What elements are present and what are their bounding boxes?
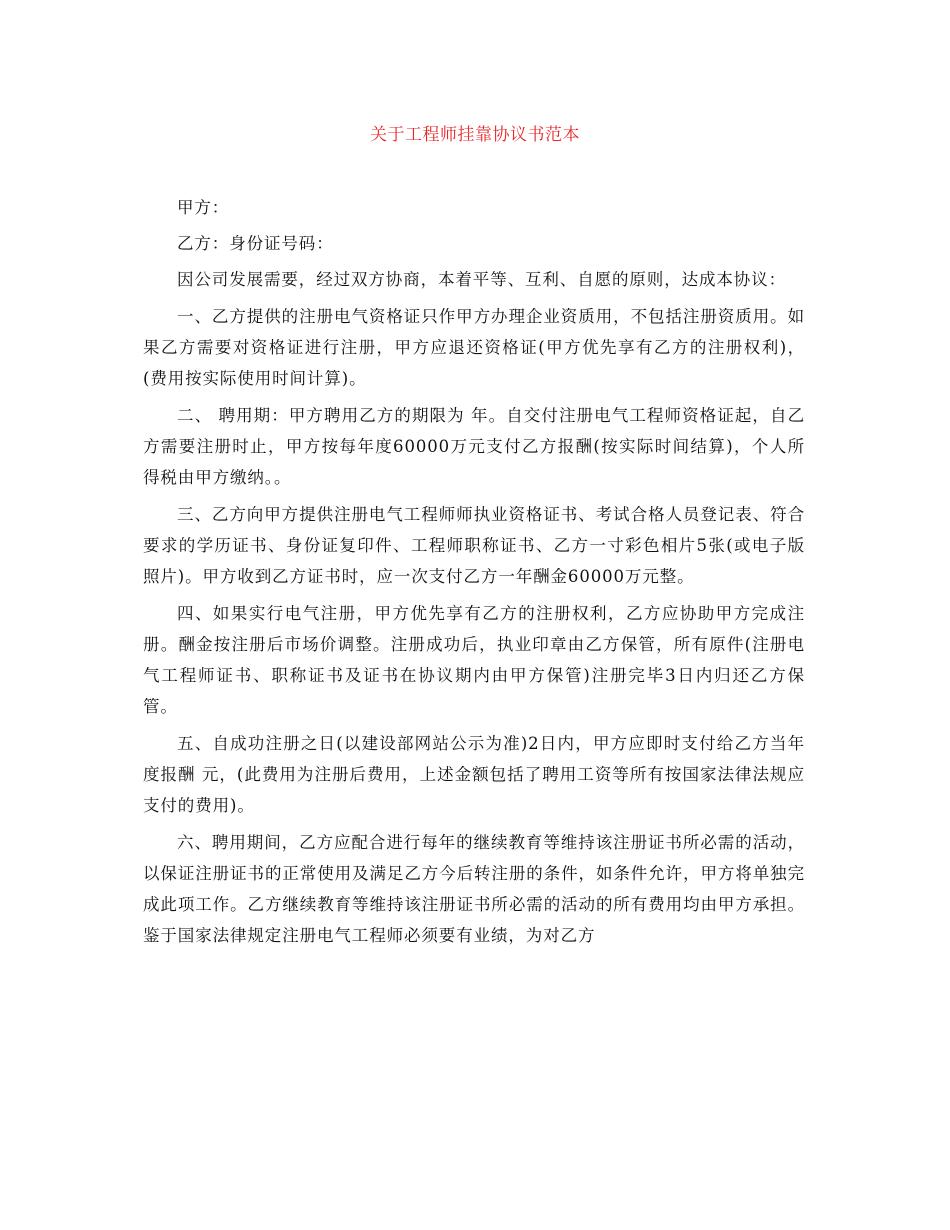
document-body xyxy=(143,192,805,957)
document-title: 关于工程师挂靠协议书范本 xyxy=(370,125,580,145)
party-a-line: 甲方： xyxy=(177,198,230,217)
clause-3: 三、乙方向甲方提供注册电气工程师师执业资格证书、考试合格人员登记表、符合要求的学历证书、身份证复印件、工程师职称证书、乙方一寸彩色相片5张(或电子版照片)。甲方收到乙方证书时，应一次支付乙方一年酬金60000万元整。 xyxy=(143,505,805,586)
clause-1: 一、乙方提供的注册电气资格证只作甲方办理企业资质用，不包括注册资质用。如果乙方需要对资格证进行注册，甲方应退还资格证(甲方优先享有乙方的注册权利)，(费用按实际使用时间计算)。 xyxy=(143,307,805,388)
clause-4: 四、如果实行电气注册，甲方优先享有乙方的注册权利，乙方应协助甲方完成注册。酬金按注册后市场价调整。注册成功后，执业印章由乙方保管，所有原件(注册电气工程师证书、职称证书及证书在协议期内由甲方保管)注册完毕3日内归还乙方保管。 xyxy=(143,604,805,716)
clause-2: 二、 聘用期：甲方聘用乙方的期限为 年。自交付注册电气工程师资格证起，自乙方需要注册时止，甲方按每年度60000万元支付乙方报酬(按实际时间结算)，个人所得税由甲方缴纳。。 xyxy=(143,406,805,487)
party-b-line: 乙方：身份证号码： xyxy=(177,234,334,253)
preamble-paragraph: 因公司发展需要，经过双方协商，本着平等、互利、自愿的原则，达成本协议： xyxy=(177,270,786,289)
clause-5: 五、自成功注册之日(以建设部网站公示为准)2日内，甲方应即时支付给乙方当年度报酬 元，(此费用为注册后费用，上述金额包括了聘用工资等所有按国家法律法规应支付的费用)。 xyxy=(143,734,805,815)
clause-6: 六、聘用期间，乙方应配合进行每年的继续教育等维持该注册证书所必需的活动，以保证注册证书的正常使用及满足乙方今后转注册的条件，如条件允许，甲方将单独完成此项工作。乙方继续教育等维持该注册证书所必需的活动的所有费用均由甲方承担。鉴于国家法律规定注册电气工程师必须要有业绩，为对乙方 xyxy=(143,833,805,945)
